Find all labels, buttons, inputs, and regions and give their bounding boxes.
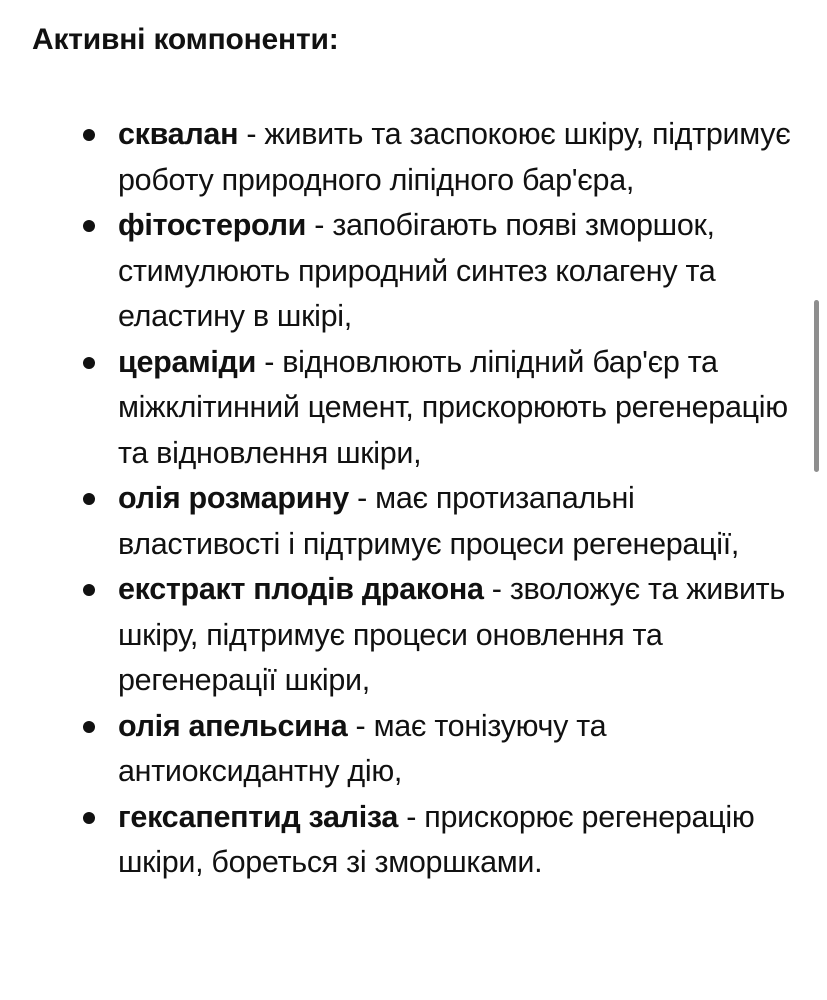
bullet-icon — [83, 129, 95, 141]
ingredients-list — [32, 112, 792, 886]
ingredient-name: цераміди — [118, 344, 257, 379]
list-item — [32, 340, 792, 477]
bullet-icon — [83, 812, 95, 824]
ingredient-description: - живить та заспокоює шкіру, підтримує роботу природного ліпідного бар'єра, — [118, 117, 791, 197]
ingredient-description: - має тонізуючу та антиоксидантну дію, — [118, 708, 607, 788]
ingredient-name: сквалан — [118, 117, 239, 151]
list-item — [32, 476, 792, 567]
section-title: Активні компоненти: — [32, 23, 339, 56]
ingredient-description: - запобігають появі зморшок, стимулюють природний синтез колагену та еластину в шкірі, — [118, 208, 716, 333]
bullet-icon — [83, 220, 95, 232]
list-item — [32, 567, 792, 704]
list-item — [32, 704, 792, 795]
bullet-icon — [83, 584, 95, 596]
bullet-icon — [83, 721, 95, 733]
ingredient-description: - зволожує та живить шкіру, підтримує процеси оновлення та регенерації шкіри, — [118, 572, 785, 697]
ingredient-name: олія апельсина — [118, 708, 348, 743]
list-item — [32, 795, 792, 886]
ingredient-name: олія розмарину — [118, 481, 349, 515]
ingredient-name: гексапептид заліза — [118, 799, 399, 834]
ingredient-description: - відновлюють ліпідний бар'єр та міжклітинний цемент, прискорюють регенерацію та відновлення шкіри, — [118, 344, 788, 470]
list-item — [32, 203, 792, 340]
ingredient-name: фітостероли — [118, 208, 307, 242]
ingredient-name: екстракт плодів дракона — [118, 572, 484, 606]
scrollbar-thumb[interactable] — [814, 300, 819, 472]
article-content — [32, 18, 792, 886]
ingredient-description: - прискорює регенерацію шкіри, бореться зі зморшками. — [118, 799, 755, 879]
ingredient-description: - має протизапальні властивості і підтримує процеси регенерації, — [118, 481, 740, 561]
bullet-icon — [83, 493, 95, 505]
list-item — [32, 112, 792, 203]
bullet-icon — [83, 357, 95, 369]
